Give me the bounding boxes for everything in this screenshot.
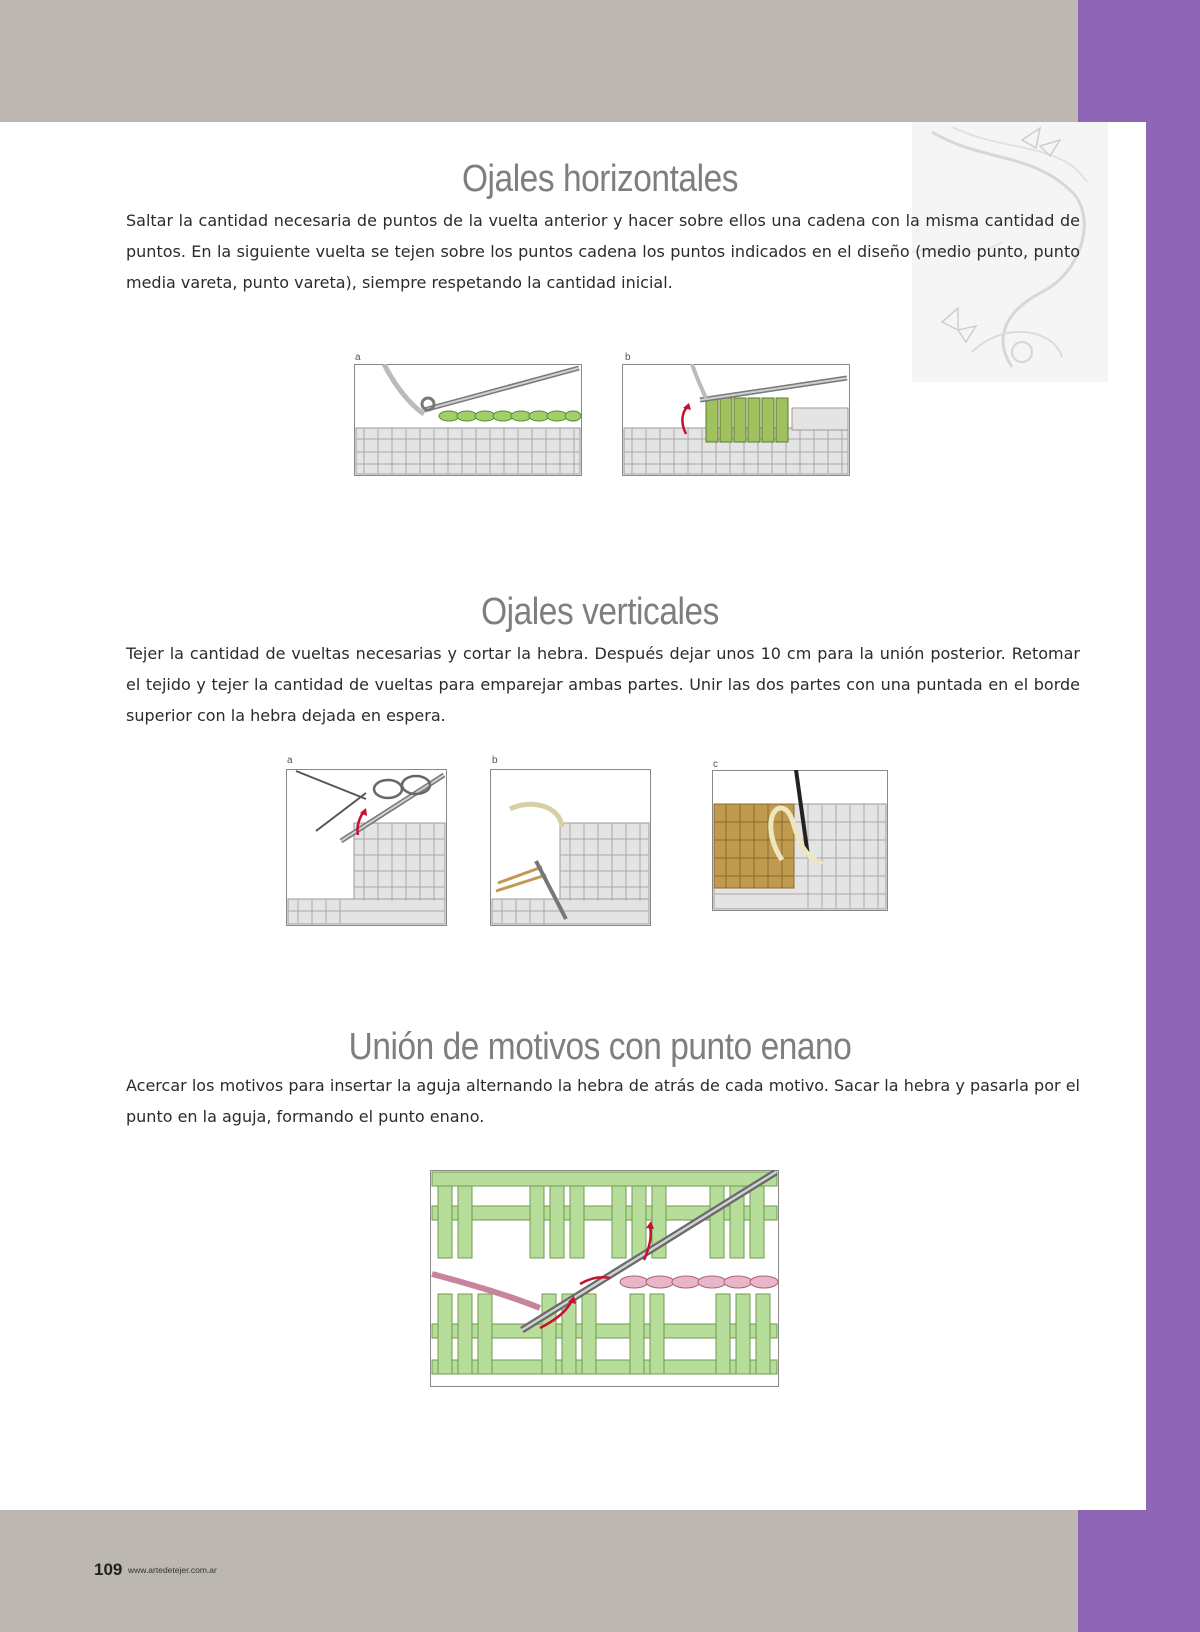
- figure-horizontal-b: [622, 364, 850, 476]
- page-number: 109: [94, 1560, 123, 1579]
- figure-vertical-c: [712, 770, 888, 911]
- section-text-ojales-verticales: Tejer la cantidad de vueltas necesarias y cortar la hebra. Después dejar unos 10 cm para la unión posterior. Retomar el tejido y tejer la cantidad de vueltas para emparejar ambas partes. Unir las dos partes con una puntada en el borde superior con la hebra dejada en espera.: [126, 644, 1080, 725]
- section-text-ojales-horizontales: Saltar la cantidad necesaria de puntos de la vuelta anterior y hacer sobre ellos una cadena con la misma cantidad de puntos. En la siguiente vuelta se tejen sobre los puntos cadena los puntos indicados en el diseño (medio punto, punto media vareta, punto vareta), siempre respetando la cantidad inicial.: [126, 211, 1080, 292]
- section-title-ojales-verticales: Ojales verticales: [481, 591, 719, 633]
- section-text-union-de-motivos: Acercar los motivos para insertar la aguja alternando la hebra de atrás de cada motivo. Sacar la hebra y pasarla por el punto en la aguja, formando el punto enano.: [126, 1076, 1080, 1126]
- website-url: www.artedetejer.com.ar: [128, 1565, 217, 1575]
- figure-label-c: c: [713, 759, 718, 770]
- section-title-ojales-horizontales: Ojales horizontales: [461, 158, 739, 200]
- figure-label-a: a: [287, 755, 293, 766]
- figure-vertical-b: [490, 769, 651, 926]
- figure-horizontal-a: [354, 364, 582, 476]
- figure-union-motivos: [430, 1170, 779, 1387]
- figure-vertical-a: [286, 769, 447, 926]
- figure-label-a: a: [355, 352, 361, 363]
- top-band: [0, 0, 1078, 122]
- figure-label-b: b: [625, 352, 631, 363]
- section-title-union-de-motivos: Unión de motivos con punto enano: [348, 1026, 852, 1068]
- figure-label-b: b: [492, 755, 498, 766]
